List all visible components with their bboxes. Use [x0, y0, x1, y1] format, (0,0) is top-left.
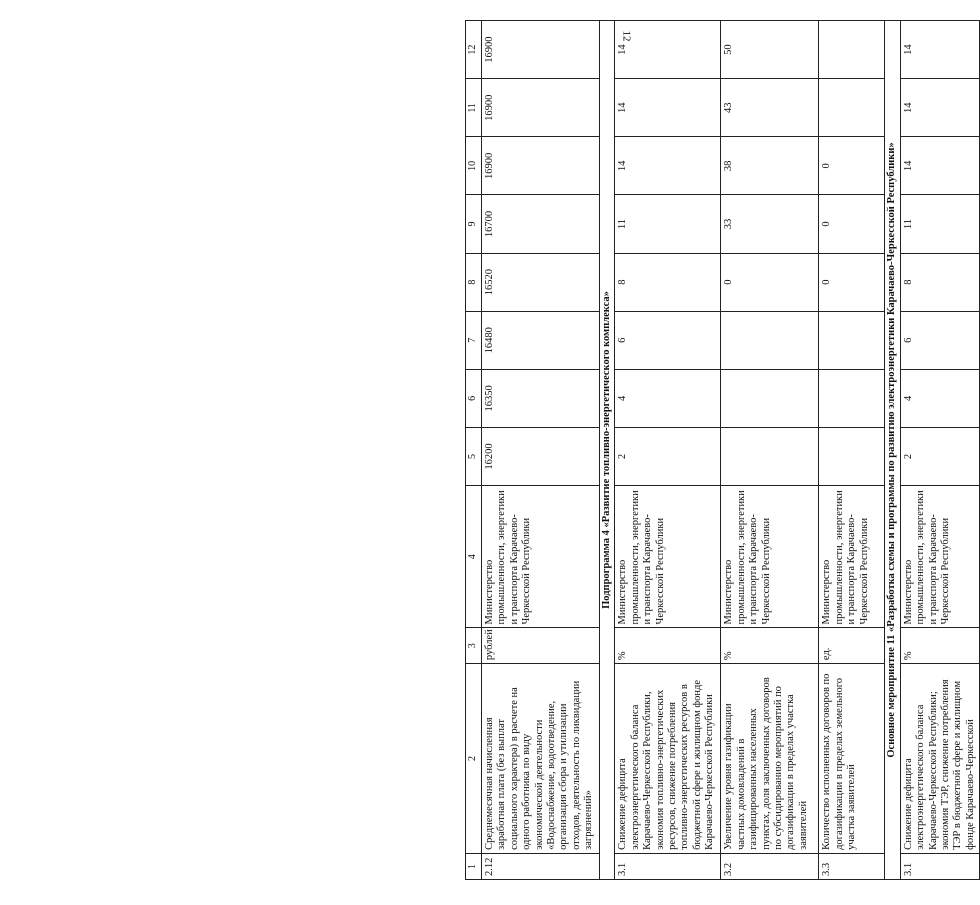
row-id: 3.1: [900, 853, 979, 879]
table-row: [819, 21, 885, 880]
value-cell: [819, 79, 885, 137]
value-cell: [819, 369, 885, 427]
value-cell: 16700: [482, 195, 600, 253]
value-cell: [819, 427, 885, 485]
value-cell: 4: [615, 369, 721, 427]
value-cell: 14: [900, 79, 979, 137]
value-cell: 0: [819, 195, 885, 253]
table-row: [721, 21, 819, 880]
value-cell: 16900: [482, 137, 600, 195]
value-cell: 0: [819, 137, 885, 195]
indicator-text: Увеличение уровня газификации частных домовладений в газифицированных населенных пунктах, доля заключенных договоров по субсидированию мероприятий по догазификации в пределах участка заявителей: [721, 664, 819, 854]
value-cell: 6: [615, 311, 721, 369]
value-cell: 14: [900, 21, 979, 79]
col-header: 11: [466, 79, 482, 137]
value-cell: 50: [721, 21, 819, 79]
col-header: 9: [466, 195, 482, 253]
executor-cell: Министерство промышленности, энергетики и транспорта Карачаево-Черкесской Республики: [482, 486, 600, 628]
col-header: 3: [466, 628, 482, 664]
value-cell: 16480: [482, 311, 600, 369]
col-header: 12: [466, 21, 482, 79]
value-cell: 16520: [482, 253, 600, 311]
value-cell: 16900: [482, 79, 600, 137]
executor-cell: Министерство промышленности, энергетики и транспорта Карачаево-Черкесской Республики: [819, 486, 885, 628]
row-id: 2.12: [482, 853, 600, 879]
value-cell: 8: [615, 253, 721, 311]
unit-cell: %: [900, 628, 979, 664]
col-header: 1: [466, 853, 482, 879]
value-cell: [721, 311, 819, 369]
value-cell: 11: [900, 195, 979, 253]
col-header: 2: [466, 664, 482, 854]
value-cell: 4: [900, 369, 979, 427]
header-row: [466, 21, 482, 880]
section-row: [885, 21, 900, 880]
indicators-table: [465, 20, 980, 880]
value-cell: 8: [900, 253, 979, 311]
value-cell: 14: [615, 79, 721, 137]
col-header: 8: [466, 253, 482, 311]
unit-cell: рублей: [482, 628, 600, 664]
col-header: 4: [466, 486, 482, 628]
unit-cell: %: [615, 628, 721, 664]
executor-cell: Министерство промышленности, энергетики и транспорта Карачаево-Черкесской Республики: [721, 486, 819, 628]
value-cell: 33: [721, 195, 819, 253]
table-canvas: [465, 20, 976, 880]
value-cell: 2: [615, 427, 721, 485]
value-cell: 16200: [482, 427, 600, 485]
col-header: 10: [466, 137, 482, 195]
value-cell: 14: [900, 137, 979, 195]
value-cell: 43: [721, 79, 819, 137]
unit-cell: ед.: [819, 628, 885, 664]
executor-cell: Министерство промышленности, энергетики и транспорта Карачаево-Черкесской Республики: [615, 486, 721, 628]
value-cell: 11: [615, 195, 721, 253]
value-cell: 14: [615, 137, 721, 195]
table-row: [482, 21, 600, 880]
col-header: 6: [466, 369, 482, 427]
value-cell: 0: [819, 253, 885, 311]
rotated-table-region: [25, 20, 976, 880]
section-title: Подпрограмма 4 «Развитие топливно-энергетического комплекса»: [600, 21, 615, 880]
row-id: 3.3: [819, 853, 885, 879]
value-cell: 16350: [482, 369, 600, 427]
row-id: 3.2: [721, 853, 819, 879]
value-cell: 6: [900, 311, 979, 369]
indicator-text: Количество исполненных договоров по догазификации в пределах земельного участка заявителей: [819, 664, 885, 854]
section-title: Основное мероприятие 11 «Разработка схемы и программы по развитию электроэнергетики Карачаево-Черкесской Республики»: [885, 21, 900, 880]
value-cell: 0: [721, 253, 819, 311]
col-header: 7: [466, 311, 482, 369]
row-id: 3.1: [615, 853, 721, 879]
value-cell: [721, 369, 819, 427]
executor-cell: Министерство промышленности, энергетики и транспорта Карачаево-Черкесской Республики: [900, 486, 979, 628]
indicator-text: Среднемесячная начисленная заработная плата (без выплат социального характера) в расчете на одного работника по виду экономической деятельности «Водоснабжение, водоотведение, организация сбора и утилизации отходов, деятельность по ликвидации загрязнений»: [482, 664, 600, 854]
section-row: [600, 21, 615, 880]
value-cell: 14: [615, 21, 721, 79]
value-cell: 2: [900, 427, 979, 485]
table-row: [900, 21, 979, 880]
indicator-text: Снижение дефицита электроэнергетического баланса Карачаево-Черкесской Республики; экономия ТЭР, снижение потребления ТЭР в бюджетной сфере и жилищном фонде Карачаево-Черкесской: [900, 664, 979, 854]
value-cell: 16900: [482, 21, 600, 79]
unit-cell: %: [721, 628, 819, 664]
value-cell: [819, 311, 885, 369]
page-number: 12: [620, 30, 633, 42]
value-cell: [819, 21, 885, 79]
table-row: [615, 21, 721, 880]
value-cell: [721, 427, 819, 485]
col-header: 5: [466, 427, 482, 485]
indicator-text: Снижение дефицита электроэнергетического баланса Карачаево-Черкесской Республики, экономия топливно-энергетических ресурсов, снижение потребления топливно-энергетических ресурсов в бюджетной сфере и жилищном фонде Карачаево-Черкесской Республики: [615, 664, 721, 854]
value-cell: 38: [721, 137, 819, 195]
